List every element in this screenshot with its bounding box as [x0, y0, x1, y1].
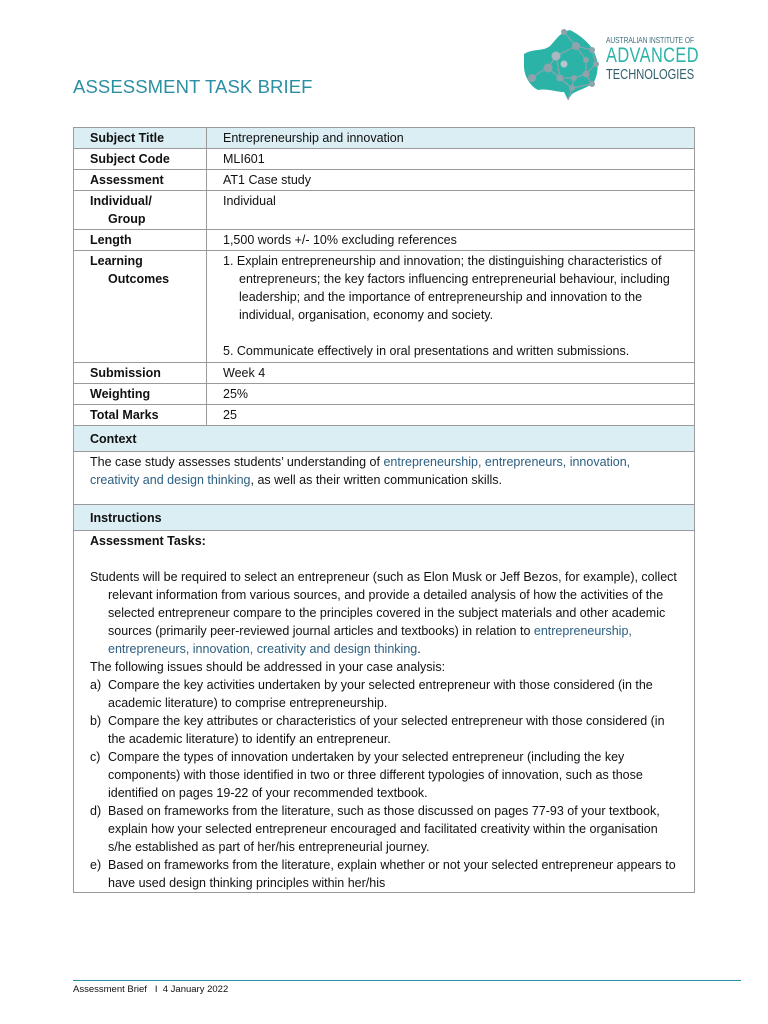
row-label: Submission	[74, 363, 207, 384]
row-label: Weighting	[74, 384, 207, 405]
individual-group-value: Individual	[207, 191, 695, 230]
intro-highlight: entrepreneurship, entrepreneurs, innovation, creativity and design thinking	[108, 624, 632, 656]
table-row	[74, 363, 695, 384]
section-header-row	[74, 426, 695, 452]
total-marks-value: 25	[207, 405, 695, 426]
table-row	[74, 251, 695, 363]
issue-item: c) Compare the types of innovation undertaken by your selected entrepreneur (including the key components) with those identified in two or three different typologies of innovation, such as those identified on pages 19-22 of your recommended textbook.	[90, 750, 643, 800]
row-label: Subject Title	[74, 128, 207, 149]
row-label: Learning Outcomes	[74, 251, 207, 363]
row-label: Individual/ Group	[74, 191, 207, 230]
table-row	[74, 384, 695, 405]
context-highlight: entrepreneurship, entrepreneurs, innovation, creativity and design thinking	[90, 455, 631, 487]
learning-outcomes-value	[207, 251, 695, 363]
assessment-value: AT1 Case study	[207, 170, 695, 191]
instructions-body	[74, 531, 695, 893]
row-label: Subject Code	[74, 149, 207, 170]
context-body: The case study assesses students’ understanding of entrepreneurship, entrepreneurs, innovation, creativity and design thinking, as well as their written communication skills.	[74, 452, 695, 505]
length-value: 1,500 words +/- 10% excluding references	[207, 230, 695, 251]
section-header-row	[74, 505, 695, 531]
issue-item: b) Compare the key attributes or characteristics of your selected entrepreneur with those considered (in the academic literature) to identify an entrepreneur.	[90, 714, 665, 746]
issue-item: a) Compare the key activities undertaken by your selected entrepreneur with those considered (in the academic literature) to comprise entrepreneurship.	[90, 678, 653, 710]
institute-logo	[520, 26, 705, 104]
learning-outcome-item: 1. Explain entrepreneurship and innovation; the distinguishing characteristics of entrepreneurs; the key factors influencing entrepreneurial behaviour, including leadership; and the importance of entrepreneurship and innovation to the individual, organisation, economy and society.	[223, 254, 670, 322]
footer-divider	[73, 980, 741, 981]
table-row	[74, 170, 695, 191]
assessment-tasks-subheading: Assessment Tasks:	[90, 534, 206, 548]
instructions-heading: Instructions	[74, 505, 695, 531]
context-heading: Context	[74, 426, 695, 452]
row-label: Length	[74, 230, 207, 251]
australia-network-map-icon	[520, 26, 604, 104]
table-row	[74, 149, 695, 170]
table-row	[74, 230, 695, 251]
instructions-row	[74, 531, 695, 893]
table-row	[74, 405, 695, 426]
issues-lead: The following issues should be addressed in your case analysis:	[90, 660, 446, 674]
assessment-details-table	[73, 127, 695, 893]
submission-value: Week 4	[207, 363, 695, 384]
table-row	[74, 191, 695, 230]
learning-outcome-item: 5. Communicate effectively in oral presentations and written submissions.	[223, 344, 630, 358]
subject-code-value: MLI601	[207, 149, 695, 170]
row-label: Assessment	[74, 170, 207, 191]
page-title: ASSESSMENT TASK BRIEF	[73, 76, 313, 97]
row-label: Total Marks	[74, 405, 207, 426]
footer-text: Assessment Brief I 4 January 2022	[73, 984, 229, 995]
issue-item: e) Based on frameworks from the literature, explain whether or not your selected entrepreneur appears to have used design thinking principles within her/his	[90, 858, 676, 890]
weighting-value: 25%	[207, 384, 695, 405]
subject-title-value: Entrepreneurship and innovation	[207, 128, 695, 149]
table-row	[74, 128, 695, 149]
issue-item: d) Based on frameworks from the literature, such as those discussed on pages 77-93 of your textbook, explain how your selected entrepreneur encouraged and facilitated creativity within the organisation s/he established as part of her/his entrepreneurial journey.	[90, 804, 660, 854]
logo-wordmark: AUSTRALIAN INSTITUTE OF ADVANCED TECHNOLOGIES	[606, 36, 699, 83]
instructions-intro: Students will be required to select an entrepreneur (such as Elon Musk or Jeff Bezos, for example), collect relevant information from various sources, and provide a detailed analysis of how the activities of the selected entrepreneur compare to the principles covered in the subject materials and other academic sources (primarily peer-reviewed journal articles and textbooks) in relation to entrepreneurship, entrepreneurs, innovation, creativity and design thinking.	[90, 570, 677, 656]
context-row	[74, 452, 695, 505]
